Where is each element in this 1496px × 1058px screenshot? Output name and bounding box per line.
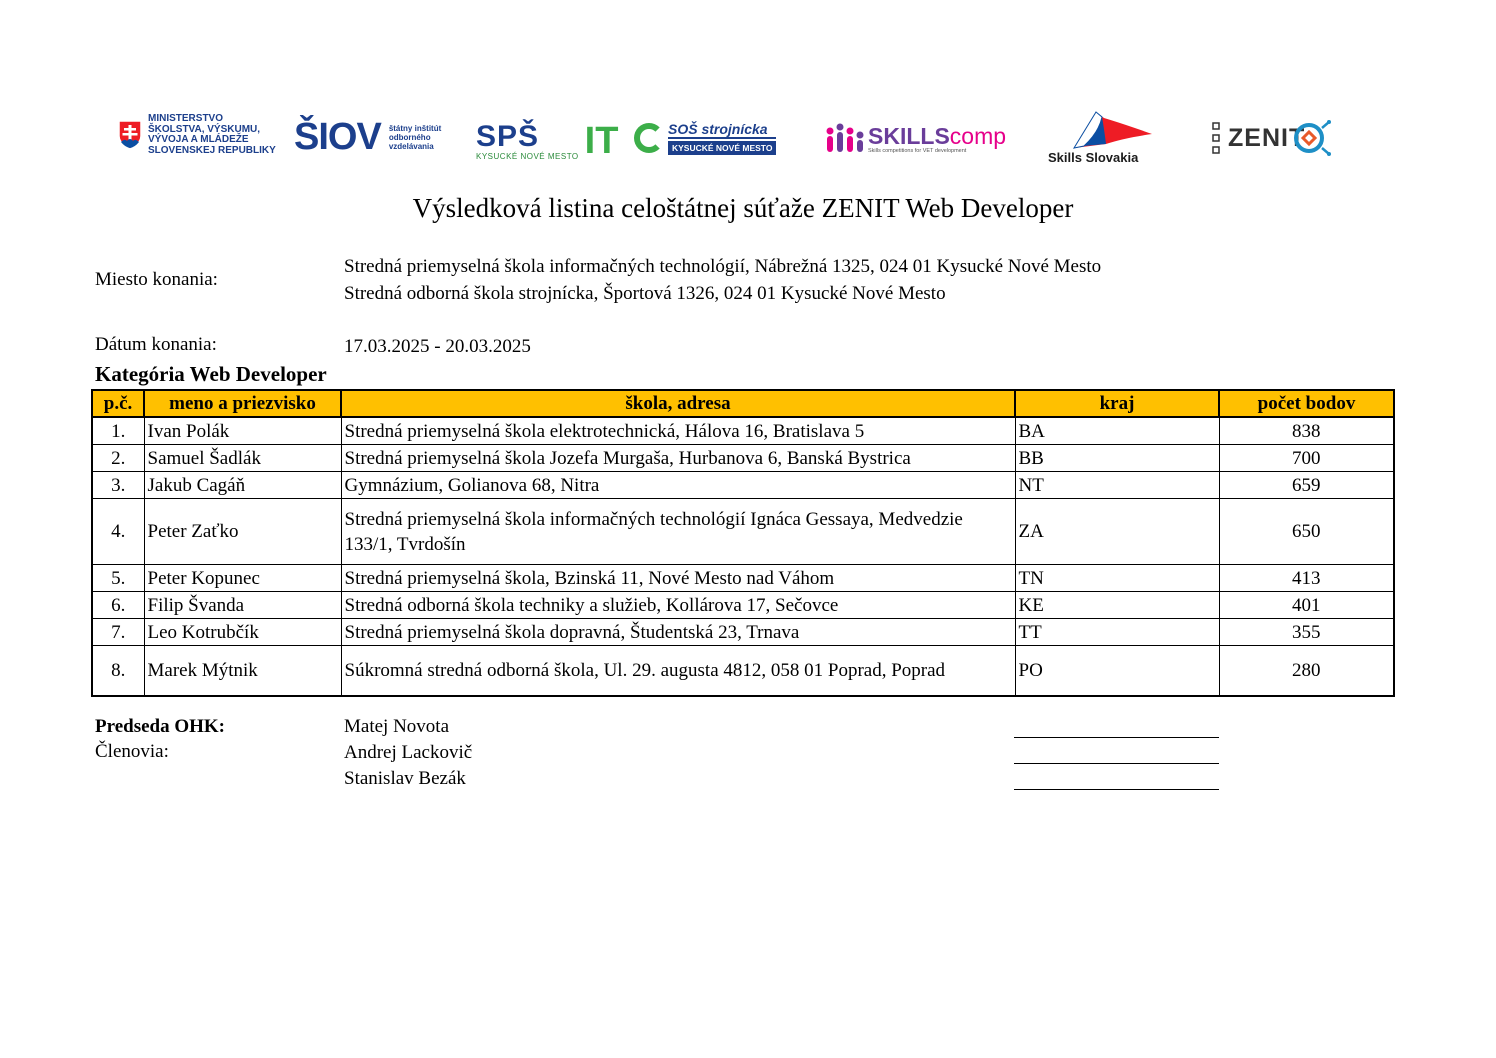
zenit-logo [1212,114,1367,162]
skills-slovakia-logo-text: Skills Slovakia [1048,150,1139,165]
table-row [92,499,1394,565]
row-region: KE [1015,592,1219,619]
date-label: Dátum konania: [95,334,217,355]
results-table [91,389,1395,697]
siov-logo-big: ŠIOV [294,116,381,158]
header-name: meno a priezvisko [144,390,341,417]
ministry-logo-line: ŠKOLSTVA, VÝSKUMU, [148,123,261,135]
row-rank: 6. [92,592,144,619]
row-rank: 8. [92,646,144,697]
place-line: Stredná priemyselná škola informačných technológií, Nábrežná 1325, 024 01 Kysucké Nové Mesto [344,256,1102,277]
row-name: Marek Mýtnik [144,646,341,697]
row-name: Leo Kotrubčík [144,619,341,646]
sps-it-logo [476,116,626,166]
sos-logo-title: SOŠ strojnícka [668,121,776,139]
zenit-gear-icon [1289,116,1331,160]
header-rank: p.č. [92,390,144,417]
ministry-logo [118,110,283,160]
ministry-logo-line: MINISTERSTVO [148,113,224,124]
table-row [92,472,1394,499]
row-name: Samuel Šadlák [144,445,341,472]
date-value: 17.03.2025 - 20.03.2025 [344,336,531,357]
row-points: 355 [1219,619,1394,646]
siov-logo [294,112,454,162]
sos-strojnicka-logo [634,113,784,163]
signature-line [1014,737,1219,738]
row-school: Stredná odborná škola techniky a služieb, Kollárova 17, Sečovce [341,592,1015,619]
table-row [92,417,1394,445]
row-region: TN [1015,565,1219,592]
ministry-logo-line: SLOVENSKEJ REPUBLIKY [148,144,276,156]
header-points: počet bodov [1219,390,1394,417]
row-region: TT [1015,619,1219,646]
table-row [92,619,1394,646]
table-row [92,445,1394,472]
row-name: Jakub Cagáň [144,472,341,499]
row-region: BB [1015,445,1219,472]
table-header-row [92,390,1394,417]
row-region: BA [1015,417,1219,445]
sps-logo-big: SPŠ [476,119,540,153]
place-line: Stredná odborná škola strojnícka, Športová 1326, 024 01 Kysucké Nové Mesto [344,283,946,304]
row-rank: 4. [92,499,144,565]
sps-logo-sub: KYSUCKÉ NOVÉ MESTO [476,151,579,161]
row-points: 700 [1219,445,1394,472]
document-title: Výsledková listina celoštátnej súťaže ZENIT Web Developer [412,193,1074,223]
row-school: Súkromná stredná odborná škola, Ul. 29. augusta 4812, 058 01 Poprad, Poprad [341,646,1015,697]
siov-logo-small: štátny inštitút [388,123,442,133]
signature-line [1014,789,1219,790]
place-label: Miesto konania: [95,269,218,290]
row-rank: 5. [92,565,144,592]
row-points: 413 [1219,565,1394,592]
row-points: 650 [1219,499,1394,565]
header-region: kraj [1015,390,1219,417]
signature-line [1014,763,1219,764]
skillscomp-logo-sub: Skills competitions for VET development [868,148,967,154]
row-name: Filip Švanda [144,592,341,619]
row-school: Stredná priemyselná škola, Bzinská 11, Nové Mesto nad Váhom [341,565,1015,592]
committee-name: Stanislav Bezák [344,768,466,789]
row-school: Stredná priemyselná škola dopravná, Študentská 23, Trnava [341,619,1015,646]
people-icon [822,121,868,157]
skills-slovakia-logo [1044,110,1159,168]
row-points: 838 [1219,417,1394,445]
row-school: Gymnázium, Golianova 68, Nitra [341,472,1015,499]
chair-label: Predseda OHK: [95,716,226,737]
siov-logo-small: odborného [388,132,431,142]
row-region: NT [1015,472,1219,499]
row-rank: 2. [92,445,144,472]
sos-ring-icon [634,123,664,153]
row-rank: 3. [92,472,144,499]
circuit-icon [1212,121,1222,155]
sps-logo-it: IT [584,120,619,162]
flag-icon [1044,110,1159,150]
row-school: Stredná priemyselná škola elektrotechnická, Hálova 16, Bratislava 5 [341,417,1015,445]
row-school: Stredná priemyselná škola Jozefa Murgaša, Hurbanova 6, Banská Bystrica [341,445,1015,472]
row-points: 280 [1219,646,1394,697]
slovak-coat-of-arms-icon [118,120,142,150]
table-row [92,646,1394,697]
skillscomp-logo [822,117,1017,161]
skillscomp-logo-skills: SKILLS [868,123,950,149]
skillscomp-logo-comp: comp [949,123,1007,149]
committee-name: Andrej Lackovič [344,742,473,763]
sos-logo-sub: KYSUCKÉ NOVÉ MESTO [668,141,776,155]
row-points: 401 [1219,592,1394,619]
row-region: PO [1015,646,1219,697]
row-school: Stredná priemyselná škola informačných technológií Ignáca Gessaya, Medvedzie 133/1, Tvrdošín [341,499,1015,565]
zenit-logo-text: ZENIT [1228,123,1306,152]
committee-name: Matej Novota [344,716,450,737]
row-points: 659 [1219,472,1394,499]
category-title: Kategória Web Developer [95,362,327,386]
table-row [92,565,1394,592]
row-name: Peter Kopunec [144,565,341,592]
row-region: ZA [1015,499,1219,565]
header-school: škola, adresa [341,390,1015,417]
row-name: Ivan Polák [144,417,341,445]
row-rank: 1. [92,417,144,445]
row-rank: 7. [92,619,144,646]
table-row [92,592,1394,619]
siov-logo-small: vzdelávania [388,141,434,151]
ministry-logo-line: VÝVOJA A MLÁDEŽE [148,134,249,145]
members-label: Členovia: [95,741,169,762]
row-name: Peter Zaťko [144,499,341,565]
